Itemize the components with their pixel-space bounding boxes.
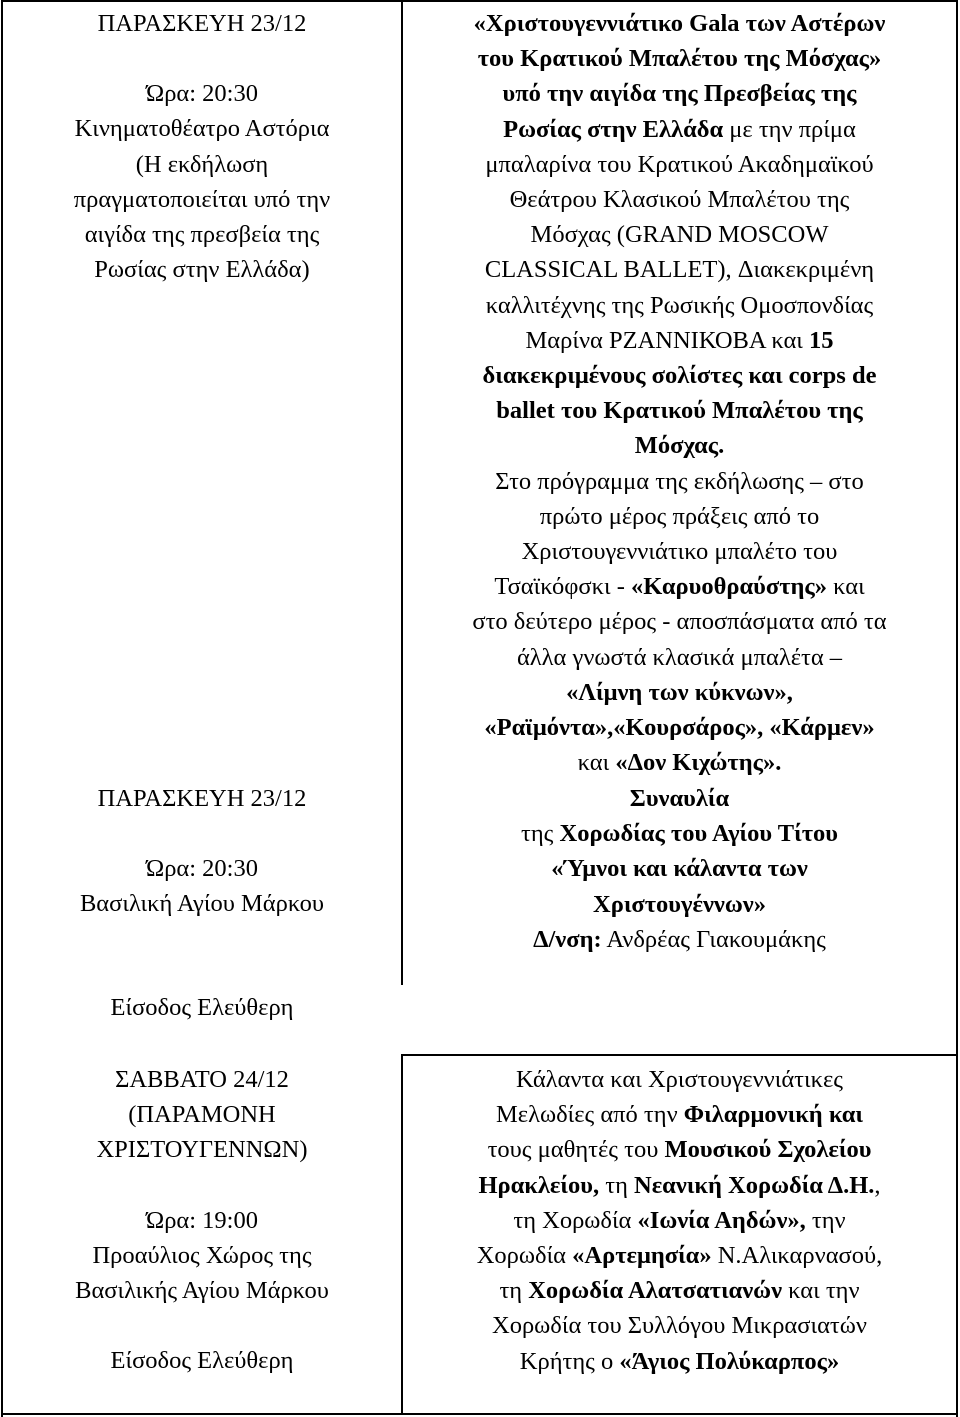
text-bold: Μουσικού Σχολείου <box>664 1136 872 1164</box>
event-1-note: (Η εκδήλωση <box>135 150 269 178</box>
text-bold: 15 <box>809 326 834 354</box>
text-regular: και <box>826 573 865 601</box>
event-1-program-line: στο δεύτερο μέρος - αποσπάσματα από τα <box>472 608 887 636</box>
text-regular: και την <box>782 1277 860 1305</box>
event-3-text-line <box>403 1273 956 1308</box>
text-regular: Ν.Αλικαρνασού, <box>711 1242 883 1270</box>
text-bold: Χορωδίας του Αγίου Τίτου <box>559 820 838 848</box>
text-regular: , <box>874 1171 881 1199</box>
event-3-entry: Είσοδος Ελεύθερη <box>110 1347 294 1375</box>
event-1-gala-title: «Χριστουγεννιάτικο Gala των Αστέρων <box>473 10 886 37</box>
text-bold: «Δον Κιχώτης». <box>615 749 782 777</box>
text-regular: τη <box>605 1171 635 1199</box>
event-1-program-line: πρώτο μέρος πράξεις από το <box>539 502 820 530</box>
event-2-venue: Βασιλική Αγίου Μάρκου <box>79 890 325 918</box>
event-1-description <box>403 6 956 780</box>
text-bold: Ηρακλείου, <box>478 1171 606 1199</box>
table-border-top <box>1 0 958 2</box>
text-regular: Κρήτης ο <box>519 1347 620 1375</box>
event-1-text-line: υπό την αιγίδα της Πρεσβείας της <box>502 80 857 108</box>
text-regular: με την πρίμα <box>723 115 856 143</box>
event-3-text-line <box>403 1132 956 1167</box>
event-2-description <box>403 781 956 957</box>
event-3-time: Ώρα: 19:00 <box>145 1206 258 1234</box>
text-bold: «Καρυοθραύστης» <box>630 573 827 601</box>
event-1-day: ΠΑΡΑΣΚΕΥΗ 23/12 <box>97 10 307 37</box>
text-bold: «Άγιος Πολύκαρπος» <box>619 1347 840 1375</box>
event-3-details <box>3 1062 401 1378</box>
event-1-program-line <box>403 569 956 604</box>
text-regular: και <box>577 749 616 777</box>
event-3-text-line <box>403 1168 956 1203</box>
event-1-note: αιγίδα της πρεσβεία της <box>84 221 320 249</box>
text-bold: Νεανική Χορωδία Δ.Η. <box>634 1171 875 1199</box>
event-1-text-line: Θεάτρου Κλασικού Μπαλέτου της <box>509 186 850 214</box>
event-2-details <box>3 781 401 922</box>
event-2-text-line: Χριστουγέννων» <box>593 890 766 918</box>
text-regular: Μελωδίες από την <box>496 1101 684 1129</box>
event-3-text-line: Κάλαντα και Χριστουγεννιάτικες <box>516 1066 843 1093</box>
event-2-time: Ώρα: 20:30 <box>145 855 258 883</box>
text-regular: Τσαϊκόφσκι - <box>494 573 631 601</box>
text-regular: τη Χορωδία <box>513 1206 638 1234</box>
event-1-text-line: Μόσχας (GRAND MOSCOW <box>530 221 829 249</box>
event-2-title: Συναυλία <box>629 785 730 812</box>
text-regular: την <box>805 1206 846 1234</box>
event-3-description <box>403 1062 956 1379</box>
event-3-text-line <box>403 1344 956 1379</box>
event-1-text-line <box>403 323 956 358</box>
event-1-text-line <box>403 112 956 147</box>
event-2-text-line <box>403 816 956 851</box>
event-1-program-line <box>403 745 956 780</box>
row-divider <box>401 1054 958 1056</box>
event-3-venue: Προαύλιος Χώρος της <box>92 1241 312 1269</box>
text-regular: της <box>521 820 560 848</box>
text-bold: Δ/νση: <box>533 925 602 953</box>
text-bold: «Αρτεμησία» <box>572 1242 712 1270</box>
event-3-text-line <box>403 1203 956 1238</box>
event-1-time: Ώρα: 20:30 <box>145 80 258 108</box>
text-regular: Χορωδία <box>476 1242 573 1270</box>
text-bold: «Ιωνία Αηδών», <box>637 1206 806 1234</box>
event-3-text-line: Χορωδία του Συλλόγου Μικρασιατών <box>492 1312 867 1340</box>
event-1-text-line: CLASSICAL BALLET), Διακεκριμένη <box>484 256 875 284</box>
event-3-venue: Βασιλικής Αγίου Μάρκου <box>75 1277 329 1305</box>
text-regular: Ανδρέας Γιακουμάκης <box>601 925 826 953</box>
event-1-details <box>3 6 401 287</box>
event-3-day: ΣΑΒΒΑΤΟ 24/12 <box>115 1066 289 1093</box>
event-3-text-line <box>403 1238 956 1273</box>
event-1-program-line: «Ραϊμόντα»,«Κουρσάρος», «Κάρμεν» <box>484 714 875 742</box>
table-border-right <box>956 0 958 1417</box>
text-regular: τη <box>499 1277 529 1305</box>
event-1-program-line: άλλα γνωστά κλασικά μπαλέτα – <box>516 643 843 671</box>
text-regular: τους μαθητές του <box>487 1136 665 1164</box>
event-2-entry <box>3 990 401 1025</box>
event-1-program-line: «Λίμνη των κύκνων», <box>566 678 793 706</box>
event-1-program-line: Στο πρόγραμμα της εκδήλωσης – στο <box>495 467 864 495</box>
event-1-text-line: διακεκριμένους σολίστες και corps de <box>482 362 877 390</box>
event-1-text-line: μπαλαρίνα του Κρατικού Ακαδημαϊκού <box>485 150 874 178</box>
event-3-text-line <box>403 1097 956 1132</box>
text-bold: Ρωσίας στην Ελλάδα <box>503 115 724 143</box>
event-3-eve: ΧΡΙΣΤΟΥΓΕΝΝΩΝ) <box>96 1136 308 1164</box>
table-border-bottom <box>1 1413 958 1415</box>
event-1-text-line: καλλιτέχνης της Ρωσικής Ομοσπονδίας <box>485 291 874 319</box>
text-bold: Φιλαρμονική και <box>683 1101 863 1129</box>
event-3-eve: (ΠΑΡΑΜΟΝΗ <box>128 1101 276 1129</box>
event-1-text-line: Μόσχας. <box>634 432 725 460</box>
text-regular: Μαρίνα ΡΖΑΝΝΙΚΟΒΑ και <box>525 326 809 354</box>
event-1-gala-title: του Κρατικού Μπαλέτου της Μόσχας» <box>477 45 882 73</box>
event-2-text-line: «Ύμνοι και κάλαντα των <box>551 855 808 883</box>
event-2-text-line <box>403 922 956 957</box>
event-1-note: πραγματοποιείται υπό την <box>73 185 331 213</box>
text-bold: Χορωδία Αλατσατιανών <box>528 1277 783 1305</box>
event-1-note: Ρωσίας στην Ελλάδα) <box>94 256 310 284</box>
event-1-venue: Κινηματοθέατρο Αστόρια <box>74 115 330 143</box>
event-1-program-line: Χριστουγεννιάτικο μπαλέτο του <box>521 538 838 566</box>
event-2-day: ΠΑΡΑΣΚΕΥΗ 23/12 <box>97 785 307 812</box>
event-1-text-line: ballet του Κρατικού Μπαλέτου της <box>496 397 863 425</box>
event-2-entry-text: Είσοδος Ελεύθερη <box>110 994 294 1021</box>
